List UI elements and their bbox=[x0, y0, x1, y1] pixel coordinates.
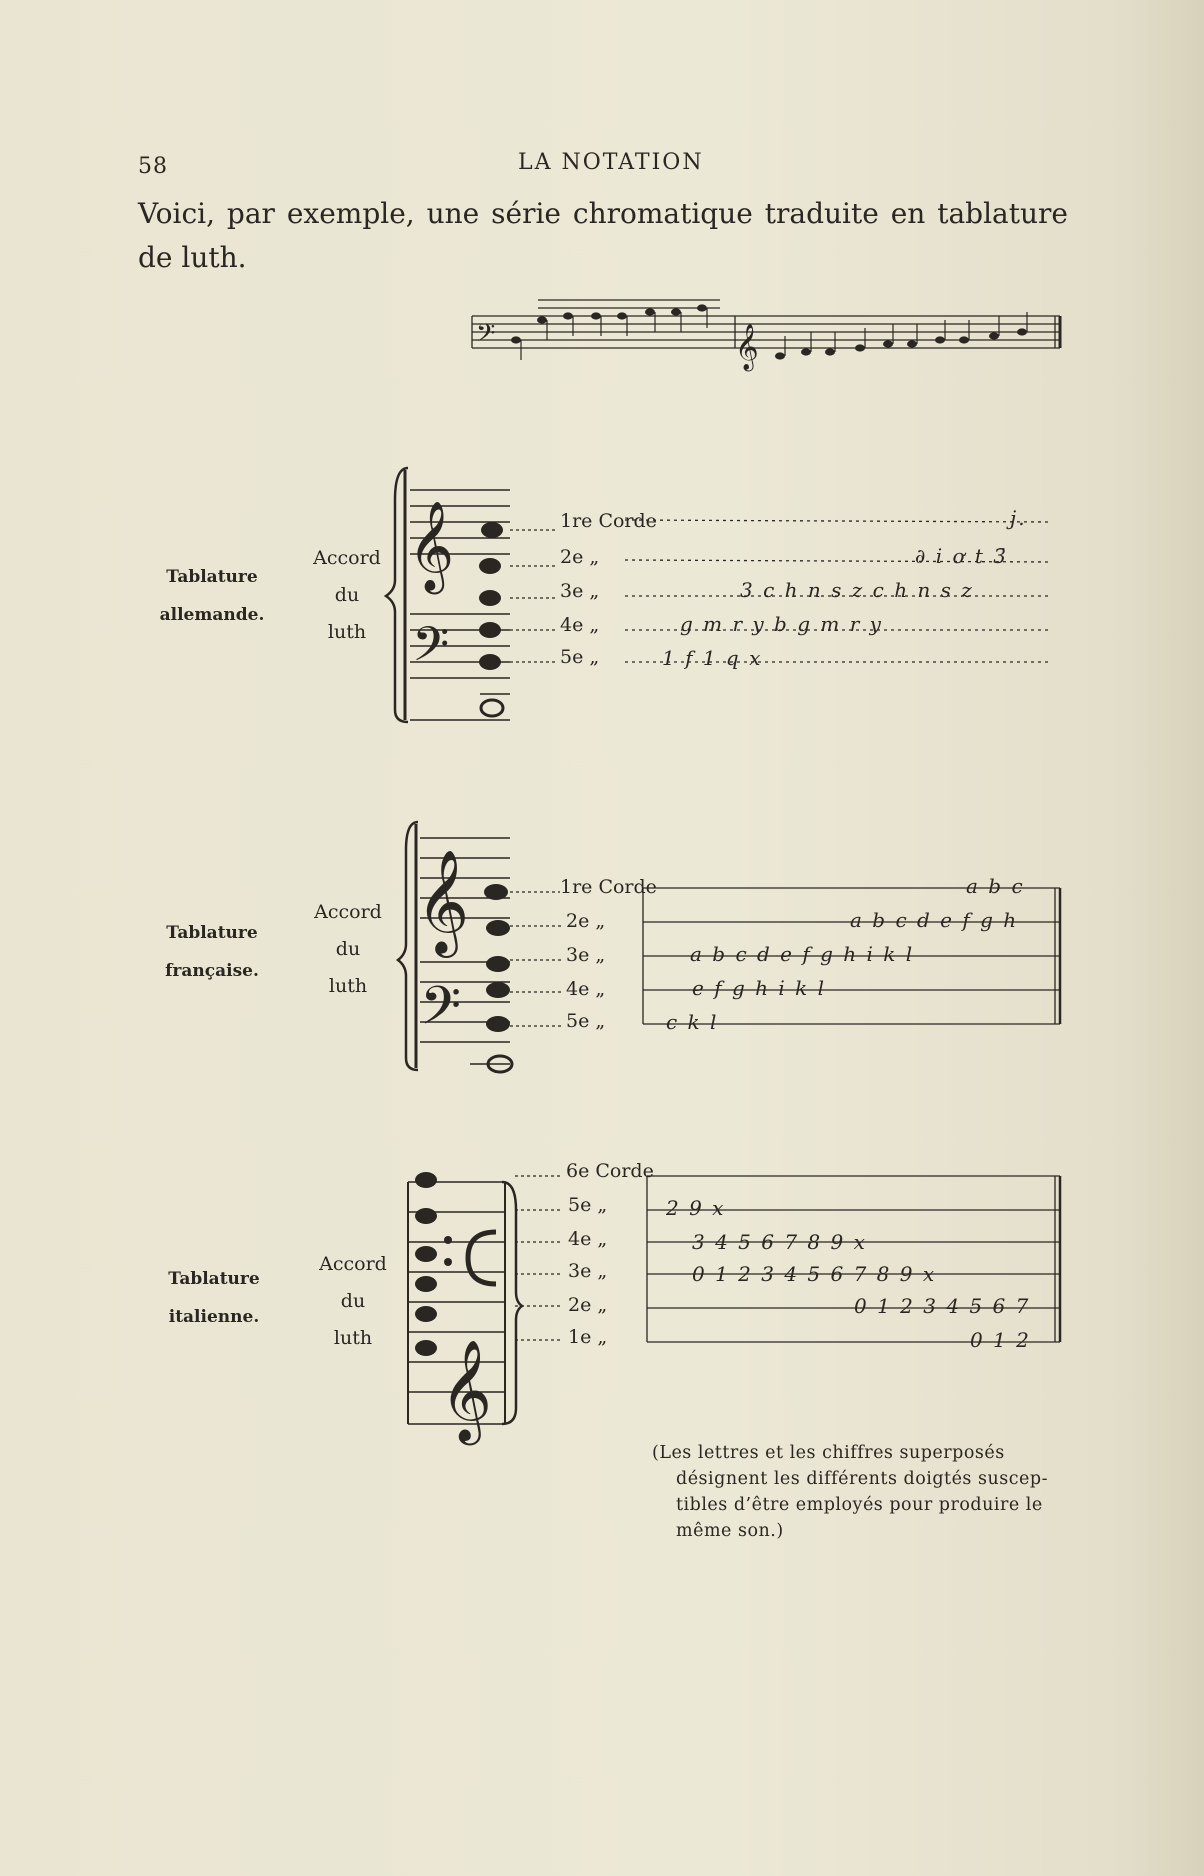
corde-label: 6e Corde bbox=[566, 1160, 654, 1182]
tab-row: 2 9 x bbox=[666, 1196, 726, 1220]
running-title: LA NOTATION bbox=[518, 150, 704, 175]
tab-row: 3 c h n s z c h n s z bbox=[740, 578, 974, 602]
label-line: Tablature bbox=[168, 1269, 260, 1289]
intro-paragraph: Voici, par exemple, une série chromatique traduite en tablature de luth. bbox=[138, 197, 1068, 274]
svg-text:𝄞: 𝄞 bbox=[408, 501, 455, 591]
page-number: 58 bbox=[138, 154, 168, 179]
tab-row: g m r y b g m r y bbox=[680, 612, 883, 636]
corde-label: 4e „ bbox=[560, 614, 600, 636]
svg-text:𝄞: 𝄞 bbox=[440, 1338, 493, 1441]
tab-row: 3 4 5 6 7 8 9 x bbox=[692, 1230, 867, 1254]
accord-word: luth bbox=[327, 621, 367, 643]
accord-word: du bbox=[334, 584, 360, 606]
tab-row: c k l bbox=[666, 1010, 719, 1034]
footnote-line: désignent les différents doigtés suscep- bbox=[676, 1469, 1048, 1489]
corde-label: 5e „ bbox=[566, 1010, 606, 1032]
accord-word: Accord bbox=[314, 901, 382, 923]
allemande-grand-staff bbox=[386, 468, 510, 722]
label-line: française. bbox=[165, 961, 259, 981]
corde-label: 4e „ bbox=[568, 1228, 608, 1250]
footnote bbox=[652, 1440, 1072, 1544]
corde-label: 2e „ bbox=[568, 1294, 608, 1316]
corde-label: 5e „ bbox=[560, 646, 600, 668]
tab-row: j. bbox=[1010, 506, 1027, 530]
corde-label: 4e „ bbox=[566, 978, 606, 1000]
allemande-accord bbox=[302, 540, 392, 651]
corde-label: 2e „ bbox=[560, 546, 600, 568]
italienne-staff bbox=[408, 1172, 522, 1446]
corde-label: 5e „ bbox=[568, 1194, 608, 1216]
corde-label: 2e „ bbox=[566, 910, 606, 932]
tab-row: a b c bbox=[966, 874, 1025, 898]
corde-label: 3e „ bbox=[566, 944, 606, 966]
svg-text:𝄞: 𝄞 bbox=[416, 849, 470, 954]
accord-word: luth bbox=[328, 975, 368, 997]
corde-label: 3e „ bbox=[568, 1260, 608, 1282]
accord-word: luth bbox=[333, 1327, 373, 1349]
tab-row: 0 1 2 3 4 5 6 7 bbox=[854, 1294, 1031, 1318]
tab-row: ∂ i ơ t 3̄ bbox=[915, 544, 1008, 568]
accord-word: Accord bbox=[319, 1253, 387, 1275]
tab-row: 1 f 1 q x bbox=[662, 646, 763, 670]
corde-label: 1e „ bbox=[568, 1326, 608, 1348]
chromatic-scale-staff bbox=[472, 300, 1060, 372]
label-line: Tablature bbox=[166, 567, 258, 587]
corde-label: 1re Corde bbox=[560, 876, 657, 898]
tab-row: e f g h i k l bbox=[692, 976, 826, 1000]
label-line: italienne. bbox=[168, 1307, 260, 1327]
footnote-line: (Les lettres et les chiffres superposés bbox=[652, 1443, 1005, 1463]
italienne-accord bbox=[308, 1246, 398, 1357]
accord-word: du bbox=[335, 938, 361, 960]
svg-text:𝄢: 𝄢 bbox=[412, 616, 450, 684]
label-line: Tablature bbox=[166, 923, 258, 943]
corde-label: 3e „ bbox=[560, 580, 600, 602]
corde-label: 1re Corde bbox=[560, 510, 657, 532]
footnote-line: même son.) bbox=[676, 1521, 784, 1541]
tab-row: 0 1 2 3 4 5 6 7 8 9 x bbox=[692, 1262, 937, 1286]
label-line: allemande. bbox=[159, 605, 265, 625]
francaise-grand-staff bbox=[398, 822, 512, 1072]
francaise-accord bbox=[303, 894, 393, 1005]
tab-row: a b c d e f g h i k l bbox=[690, 942, 915, 966]
svg-text:𝄢: 𝄢 bbox=[476, 319, 496, 354]
svg-text:𝄢: 𝄢 bbox=[420, 976, 462, 1050]
allemande-label bbox=[137, 558, 287, 634]
accord-word: Accord bbox=[313, 547, 381, 569]
svg-text:𝄞: 𝄞 bbox=[735, 324, 759, 370]
accord-word: du bbox=[340, 1290, 366, 1312]
italienne-label bbox=[139, 1260, 289, 1336]
tab-row: 0 1 2 bbox=[970, 1328, 1031, 1352]
francaise-label bbox=[137, 914, 287, 990]
tab-row: a b c d e f g h bbox=[850, 908, 1019, 932]
footnote-line: tibles d’être employés pour produire le bbox=[676, 1495, 1043, 1515]
